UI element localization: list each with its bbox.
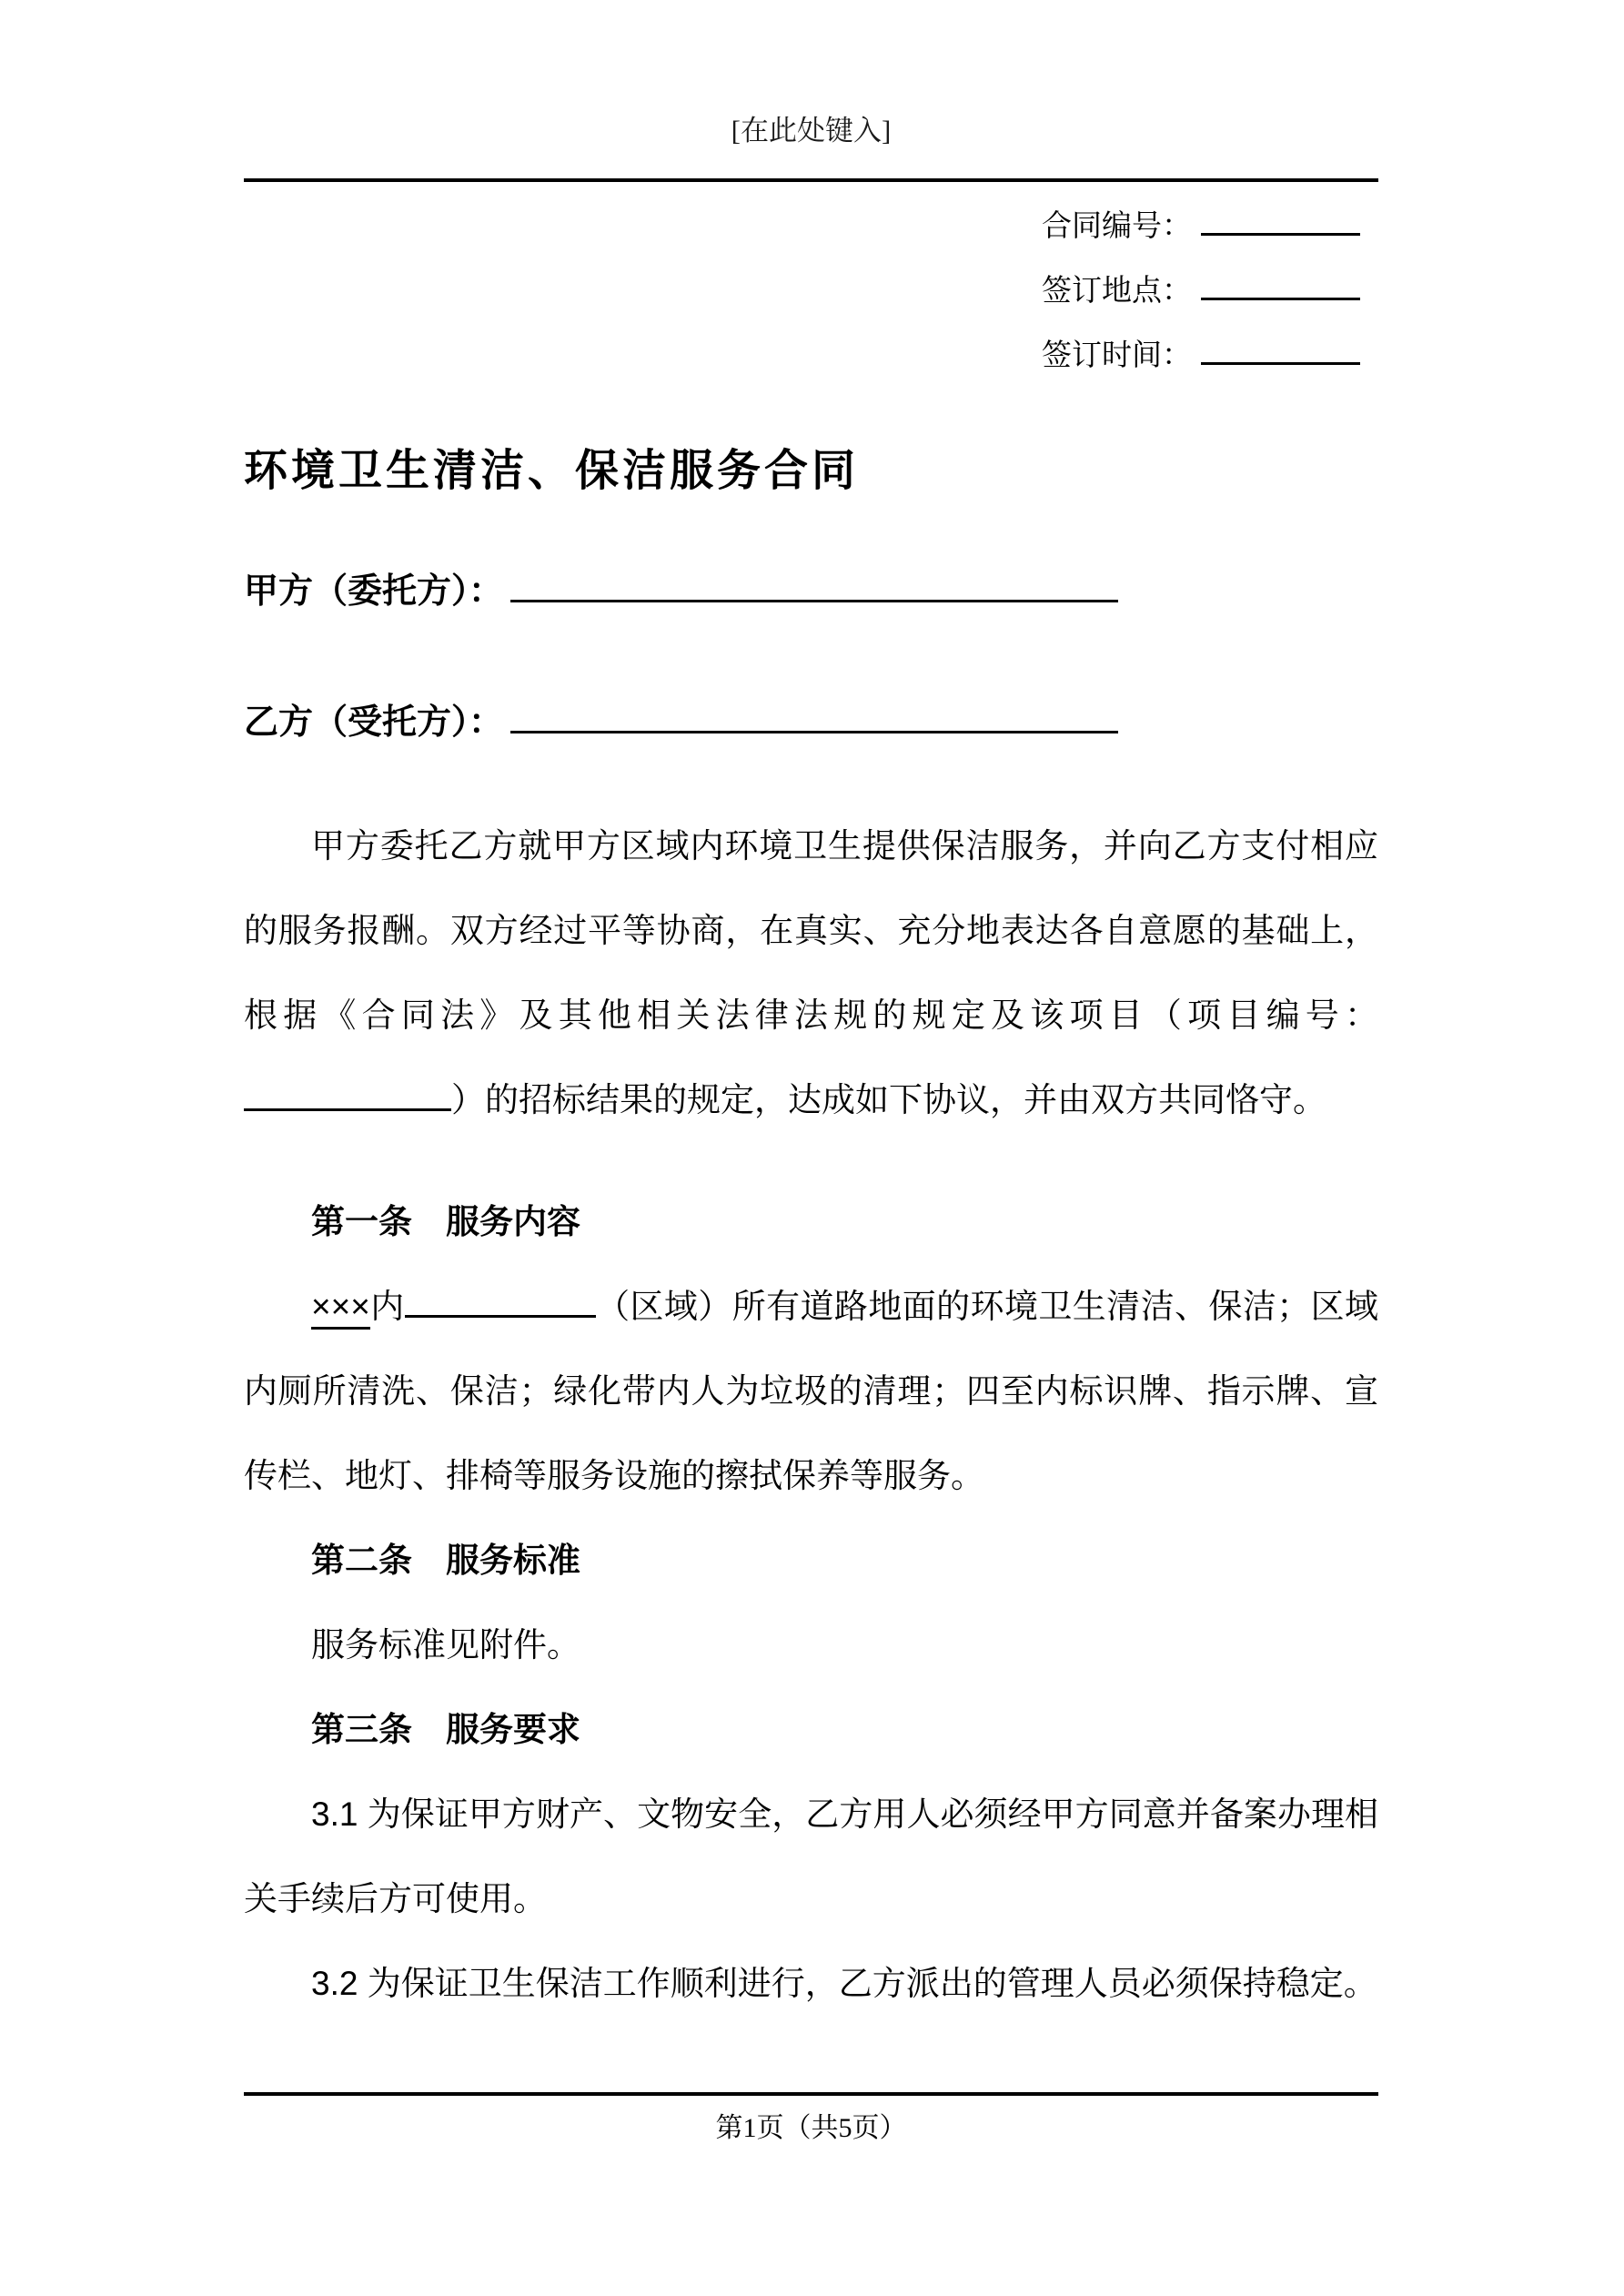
- clause-3-1: 3.1 为保证甲方财产、文物安全，乙方用人必须经甲方同意并备案办理相关手续后方可使用。: [244, 1795, 1378, 1918]
- article-1-text: （区域）所有道路地面的环境卫生清洁、保洁；区域内厕所清洗、保洁；绿化带内人为垃圾的清理；四至内标识牌、指示牌、宣传栏、地灯、排椅等服务设施的擦拭保养等服务。: [244, 1288, 1379, 1495]
- signing-place-blank[interactable]: [1201, 266, 1360, 300]
- signing-time-label: 签订时间：: [1042, 339, 1192, 372]
- signing-place-row: [244, 259, 1360, 324]
- party-a-label: 甲方（委托方）：: [244, 572, 504, 612]
- footer-rule: [244, 2092, 1378, 2096]
- contract-number-row: [244, 195, 1360, 259]
- signing-time-blank[interactable]: [1201, 330, 1360, 365]
- article-2-heading: 第二条 服务标准: [311, 1542, 580, 1580]
- party-b-label: 乙方（受托方）：: [244, 703, 504, 743]
- party-a-row: [244, 563, 1378, 614]
- document-footer: [244, 2110, 1378, 2147]
- signing-time-row: [244, 324, 1360, 389]
- article-1-body: [244, 1264, 1378, 1518]
- article-2-body: 服务标准见附件。: [311, 1626, 580, 1664]
- intro-paragraph: [244, 804, 1378, 1142]
- party-b-blank[interactable]: [510, 694, 1118, 733]
- contract-number-blank[interactable]: [1201, 201, 1360, 236]
- party-b-row: [244, 694, 1378, 745]
- project-number-blank[interactable]: [244, 1073, 451, 1111]
- signing-place-label: 签订地点：: [1042, 275, 1192, 308]
- contract-meta: [244, 195, 1378, 389]
- contract-title: 环境卫生清洁、保洁服务合同: [244, 447, 860, 495]
- clause-3-2: 3.2 为保证卫生保洁工作顺利进行，乙方派出的管理人员必须保持稳定。: [311, 1965, 1377, 2003]
- intro-text-before-blank: 甲方委托乙方就甲方区域内环境卫生提供保洁服务，并向乙方支付相应的服务报酬。双方经过平等协商，在真实、充分地表达各自意愿的基础上，根据《合同法》及其他相关法律法规的规定及该项目（项目编号：: [244, 827, 1378, 1035]
- article-3-heading: 第三条 服务要求: [311, 1711, 580, 1749]
- area-name-blank[interactable]: [405, 1279, 596, 1318]
- contract-number-label: 合同编号：: [1042, 210, 1192, 243]
- header-rule: [244, 178, 1378, 182]
- area-prefix-underlined: ×××: [311, 1288, 370, 1330]
- page-number-info: 第1页（共5页）: [715, 2113, 907, 2144]
- document-header: [244, 111, 1378, 151]
- article-1-heading: 第一条 服务内容: [311, 1203, 580, 1241]
- party-a-blank[interactable]: [510, 563, 1118, 602]
- header-type-here-placeholder[interactable]: [在此处键入]: [731, 115, 892, 147]
- area-connector: 内: [369, 1288, 405, 1326]
- intro-text-after-blank: ）的招标结果的规定，达成如下协议，并由双方共同恪守。: [451, 1081, 1326, 1119]
